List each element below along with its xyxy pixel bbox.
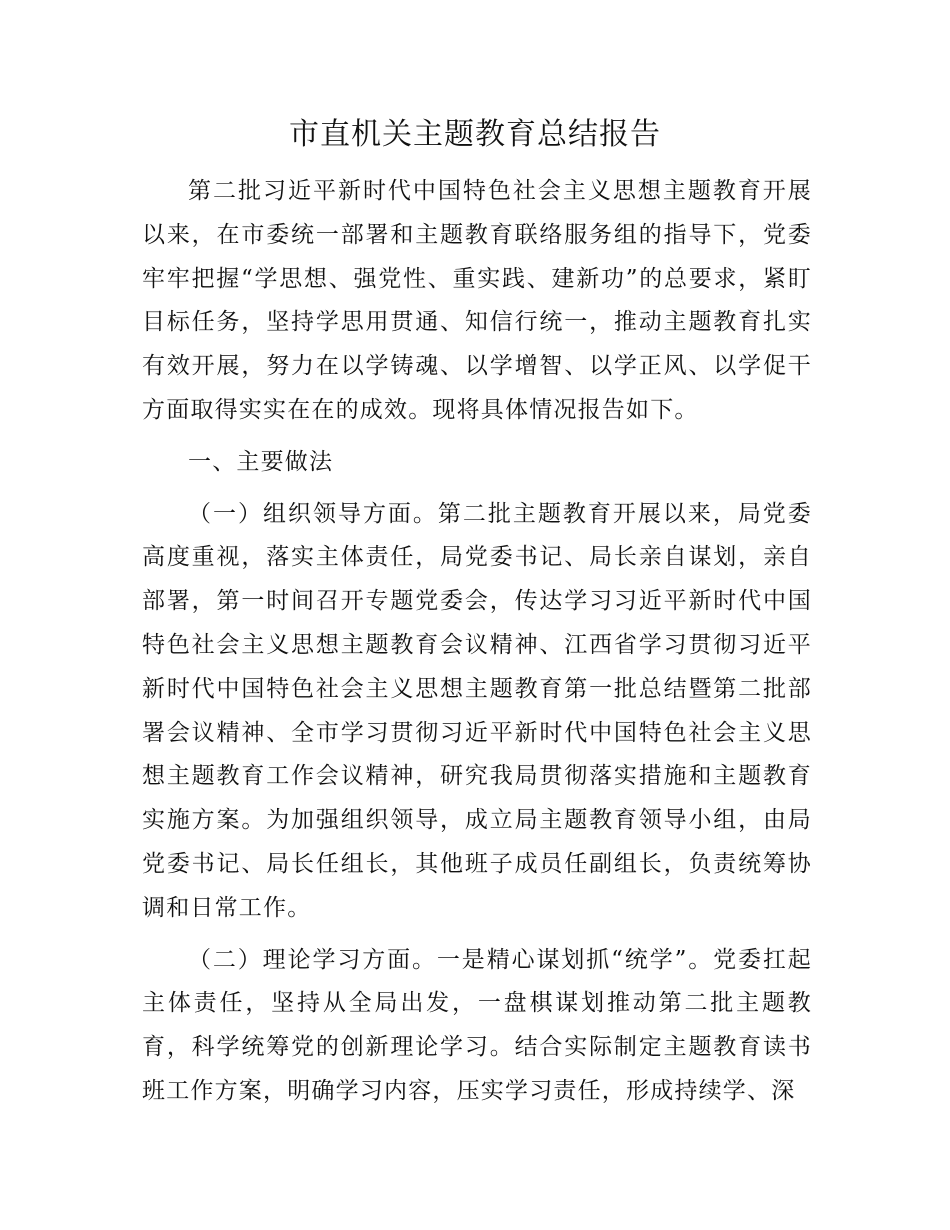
theory-study-paragraph: （二）理论学习方面。一是精心谋划抓“统学”。党委扛起主体责任，坚持从全局出发，一盘棋谋划推动第二批主题教育，科学统筹党的创新理论学习。结合实际制定主题教育读书班工作方案，明确学习内容，压实学习责任，形成持续学、深 (142, 946, 812, 1104)
document-body (142, 170, 812, 1122)
intro-paragraph: 第二批习近平新时代中国特色社会主义思想主题教育开展以来，在市委统一部署和主题教育联络服务组的指导下，党委牢牢把握“学思想、强党性、重实践、建新功”的总要求，紧盯目标任务，坚持学思用贯通、知信行统一，推动主题教育扎实有效开展，努力在以学铸魂、以学增智、以学正风、以学促干方面取得实实在在的成效。现将具体情况报告如下。 (142, 178, 812, 423)
section-heading-main-practices: 一、主要做法 (188, 448, 334, 475)
organization-leadership-paragraph: （一）组织领导方面。第二批主题教育开展以来，局党委高度重视，落实主体责任，局党委书记、局长亲自谋划，亲自部署，第一时间召开专题党委会，传达学习习近平新时代中国特色社会主义思想主题教育会议精神、江西省学习贯彻习近平新时代中国特色社会主义思想主题教育第一批总结暨第二批部署会议精神、全市学习贯彻习近平新时代中国特色社会主义思想主题教育工作会议精神，研究我局贯彻落实措施和主题教育实施方案。为加强组织领导，成立局主题教育领导小组，由局党委书记、局长任组长，其他班子成员任副组长，负责统筹协调和日常工作。 (142, 500, 812, 921)
document-title: 市直机关主题教育总结报告 (289, 117, 661, 152)
